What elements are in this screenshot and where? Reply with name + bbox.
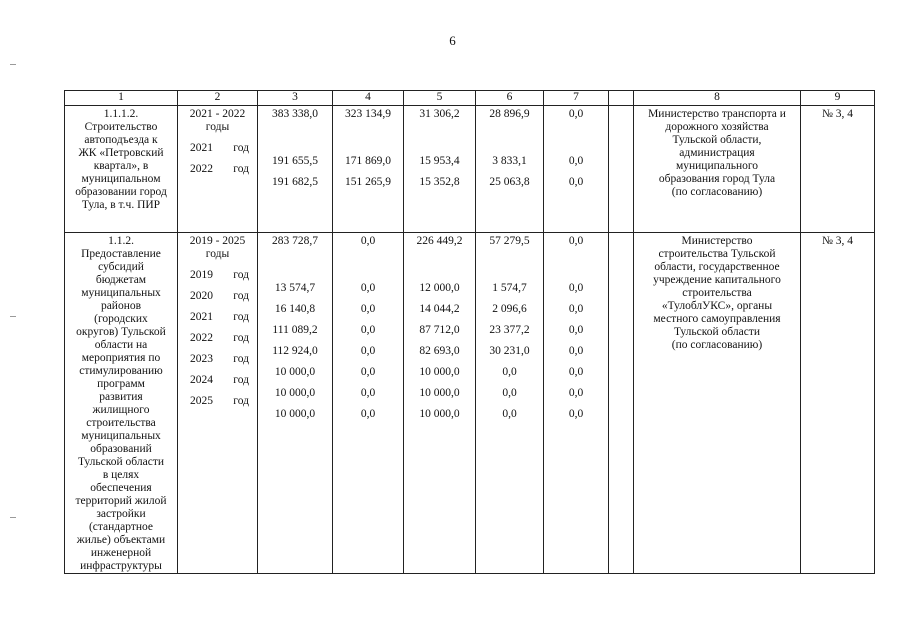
year-amount: 0,0 — [568, 366, 584, 378]
year-amount: 111 089,2 — [272, 324, 318, 336]
year-unit: год — [233, 290, 249, 302]
indicators-cell — [801, 233, 875, 574]
executor-line: местного самоуправления — [653, 313, 781, 325]
activity-name-line: застройки — [96, 508, 146, 520]
activity-name-line: 1.1.2. — [108, 235, 134, 247]
year-value: 2025 — [190, 395, 213, 407]
year-amount: 82 693,0 — [419, 345, 460, 357]
federal-budget-cell — [333, 106, 404, 233]
header-cell: 9 — [801, 91, 875, 106]
regional-budget-cell — [404, 233, 476, 574]
activity-name-line: бюджетам — [95, 274, 147, 286]
executor-line: (по согласованию) — [671, 186, 763, 198]
header-cell — [609, 91, 634, 106]
year-line — [180, 163, 255, 184]
year-amount: 0,0 — [360, 408, 376, 420]
year-value: 2021 — [190, 311, 213, 323]
header-cell: 1 — [65, 91, 178, 106]
year-amount: 10 000,0 — [419, 408, 460, 420]
year-unit: год — [233, 163, 249, 175]
year-amount: 25 063,8 — [489, 176, 530, 188]
year-amount: 10 000,0 — [419, 366, 460, 378]
year-line — [180, 142, 255, 163]
header-cell: 3 — [258, 91, 333, 106]
year-value: 2021 — [190, 142, 213, 154]
year-amount: 0,0 — [360, 282, 376, 294]
year-line — [180, 395, 255, 416]
total-cell — [258, 233, 333, 574]
activity-name-line: в целях — [102, 469, 140, 481]
year-unit: год — [233, 353, 249, 365]
year-line — [180, 332, 255, 353]
activity-name-line: Строительство — [84, 121, 158, 133]
activity-name-line: районов — [100, 300, 142, 312]
year-line — [180, 290, 255, 311]
indicators-cell — [801, 106, 875, 233]
total-amount: 31 306,2 — [419, 108, 460, 120]
other-sources-cell — [544, 233, 609, 574]
year-value: 2022 — [190, 332, 213, 344]
year-amount: 87 712,0 — [419, 324, 460, 336]
activity-name-line: развития — [99, 391, 143, 403]
total-cell — [258, 106, 333, 233]
executor-line: области, государственное — [654, 261, 780, 273]
activity-name-line: области на — [94, 339, 148, 351]
activity-name-line: Тула, в т.ч. ПИР — [81, 199, 161, 211]
year-value: 2022 — [190, 163, 213, 175]
other-sources-cell — [544, 106, 609, 233]
local-budget-cell — [476, 233, 544, 574]
regional-budget-cell — [404, 106, 476, 233]
activity-name-line: обеспечения — [90, 482, 152, 494]
executor-line: строительства Тульской — [658, 248, 776, 260]
header-cell: 2 — [178, 91, 258, 106]
executor-cell — [634, 233, 801, 574]
activity-name-line: (стандартное — [88, 521, 154, 533]
blank-cell — [609, 233, 634, 574]
executor-line: администрация — [679, 147, 755, 159]
executor-line: учреждение капитального — [653, 274, 781, 286]
year-amount: 0,0 — [568, 303, 584, 315]
year-amount: 14 044,2 — [419, 303, 460, 315]
activity-name-line: жилищного — [92, 404, 150, 416]
indicators-text: № 3, 4 — [821, 108, 854, 120]
activity-name-line: инженерной — [90, 547, 152, 559]
activity-name-line: 1.1.1.2. — [103, 108, 139, 120]
executor-line: дорожного хозяйства — [665, 121, 769, 133]
year-line — [180, 269, 255, 290]
activity-name-line: Предоставление — [81, 248, 161, 260]
total-amount: 57 279,5 — [489, 235, 530, 247]
activity-name-line: квартал», в — [93, 160, 149, 172]
activity-name-line: территорий жилой — [75, 495, 167, 507]
header-cell: 4 — [333, 91, 404, 106]
activity-name-line: образовании город — [75, 186, 167, 198]
year-amount: 23 377,2 — [489, 324, 530, 336]
year-amount: 0,0 — [568, 345, 584, 357]
federal-budget-cell — [333, 233, 404, 574]
period-cell — [178, 233, 258, 574]
year-amount: 0,0 — [360, 387, 376, 399]
total-amount: 28 896,9 — [489, 108, 530, 120]
year-amount: 15 352,8 — [419, 176, 460, 188]
year-amount: 10 000,0 — [419, 387, 460, 399]
activity-name-line: (городских — [94, 313, 148, 325]
period-line: годы — [205, 248, 230, 260]
total-amount: 0,0 — [360, 235, 376, 247]
year-amount: 191 682,5 — [272, 176, 318, 188]
year-unit: год — [233, 142, 249, 154]
year-amount: 1 574,7 — [492, 282, 527, 294]
table-row — [65, 106, 875, 233]
year-value: 2020 — [190, 290, 213, 302]
year-amount: 0,0 — [360, 303, 376, 315]
executor-line: Министерство транспорта и — [648, 108, 786, 120]
total-amount: 226 449,2 — [416, 235, 463, 247]
period-line: годы — [205, 121, 230, 133]
table-row — [65, 233, 875, 574]
year-amount: 191 655,5 — [272, 155, 318, 167]
year-amount: 12 000,0 — [419, 282, 460, 294]
year-amount: 10 000,0 — [274, 408, 316, 420]
margin-mark — [10, 64, 16, 65]
activity-name-line: автоподъезда к — [84, 134, 158, 146]
year-unit: год — [233, 395, 249, 407]
year-amount: 171 869,0 — [345, 155, 391, 167]
activity-name-line: муниципальном — [81, 173, 161, 185]
year-value: 2024 — [190, 374, 213, 386]
year-amount: 30 231,0 — [489, 345, 530, 357]
activity-name-line: строительства — [86, 417, 156, 429]
year-line — [180, 311, 255, 332]
year-line — [180, 353, 255, 374]
year-amount: 112 924,0 — [272, 345, 318, 357]
header-cell: 6 — [476, 91, 544, 106]
activity-name-line: инфраструктуры — [80, 560, 162, 572]
executor-line: Тульской области — [673, 326, 760, 338]
header-cell: 5 — [404, 91, 476, 106]
period-cell — [178, 106, 258, 233]
year-amount: 0,0 — [360, 366, 376, 378]
year-amount: 0,0 — [568, 387, 584, 399]
executor-line: Тульской области, — [672, 134, 762, 146]
year-amount: 0,0 — [568, 324, 584, 336]
executor-cell — [634, 106, 801, 233]
year-amount: 10 000,0 — [274, 366, 316, 378]
year-amount: 0,0 — [568, 408, 584, 420]
activity-name-line: жилье) объектами — [76, 534, 166, 546]
year-amount: 0,0 — [502, 366, 517, 378]
program-table — [64, 90, 875, 574]
total-amount: 283 728,7 — [272, 235, 318, 247]
total-amount: 383 338,0 — [272, 108, 318, 120]
margin-mark — [10, 316, 16, 317]
activity-name-line: ЖК «Петровский — [78, 147, 164, 159]
executor-line: строительства — [682, 287, 752, 299]
activity-name-line: муниципальных — [81, 430, 161, 442]
year-line — [180, 374, 255, 395]
blank-cell — [609, 106, 634, 233]
page-number: 6 — [449, 33, 456, 48]
year-amount: 0,0 — [360, 324, 376, 336]
year-unit: год — [233, 332, 249, 344]
activity-name-cell — [65, 233, 178, 574]
year-amount: 13 574,7 — [274, 282, 316, 294]
year-unit: год — [233, 311, 249, 323]
year-amount: 0,0 — [502, 408, 517, 420]
year-value: 2023 — [190, 353, 213, 365]
year-amount: 151 265,9 — [345, 176, 391, 188]
activity-name-line: программ — [97, 378, 145, 390]
year-amount: 0,0 — [568, 155, 584, 167]
header-row — [65, 91, 875, 106]
year-unit: год — [233, 269, 249, 281]
activity-name-line: муниципальных — [81, 287, 161, 299]
year-value: 2019 — [190, 269, 213, 281]
year-amount: 10 000,0 — [274, 387, 316, 399]
year-unit: год — [233, 374, 249, 386]
total-amount: 323 134,9 — [345, 108, 391, 120]
year-amount: 3 833,1 — [492, 155, 527, 167]
period-line: 2021 - 2022 — [189, 108, 246, 120]
activity-name-line: округов) Тульской — [76, 326, 166, 338]
indicators-text: № 3, 4 — [821, 235, 854, 247]
activity-name-line: образований — [90, 443, 152, 455]
margin-mark — [10, 517, 16, 518]
year-amount: 16 140,8 — [274, 303, 316, 315]
total-amount: 0,0 — [568, 235, 584, 247]
executor-line: образования город Тула — [658, 173, 776, 185]
activity-name-line: Тульской области — [77, 456, 164, 468]
executor-line: «ТулоблУКС», органы — [661, 300, 773, 312]
year-amount: 15 953,4 — [419, 155, 460, 167]
year-amount: 2 096,6 — [492, 303, 527, 315]
year-amount: 0,0 — [360, 345, 376, 357]
local-budget-cell — [476, 106, 544, 233]
activity-name-line: стимулированию — [79, 365, 163, 377]
header-cell: 7 — [544, 91, 609, 106]
header-cell: 8 — [634, 91, 801, 106]
executor-line: (по согласованию) — [671, 339, 763, 351]
activity-name-line: мероприятия по — [81, 352, 161, 364]
period-line: 2019 - 2025 — [189, 235, 246, 247]
executor-line: муниципального — [675, 160, 759, 172]
year-amount: 0,0 — [568, 176, 584, 188]
activity-name-line: субсидий — [98, 261, 144, 273]
year-amount: 0,0 — [502, 387, 517, 399]
total-amount: 0,0 — [568, 108, 584, 120]
executor-line: Министерство — [681, 235, 753, 247]
activity-name-cell — [65, 106, 178, 233]
year-amount: 0,0 — [568, 282, 584, 294]
